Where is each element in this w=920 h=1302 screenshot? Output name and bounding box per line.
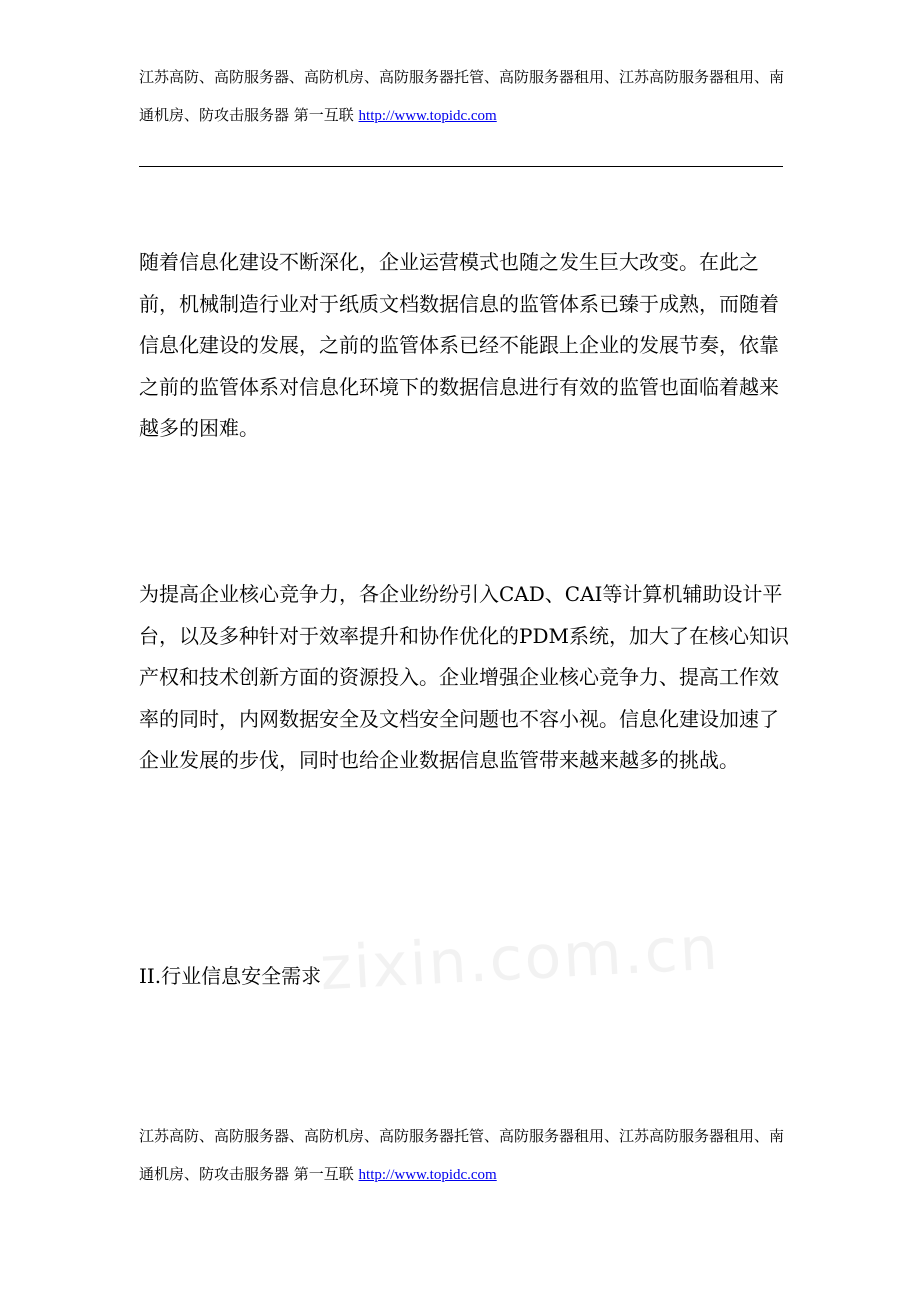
header-text: 江苏高防、高防服务器、高防机房、高防服务器托管、高防服务器租用、江苏高防服务器租用、南通机房、防攻击服务器 第一互联 bbox=[139, 68, 785, 124]
section-heading: II.行业信息安全需求 bbox=[139, 964, 322, 988]
header-divider bbox=[139, 166, 783, 167]
footer-link[interactable]: http://www.topidc.com bbox=[358, 1167, 497, 1183]
body-paragraph-2: 为提高企业核心竞争力，各企业纷纷引入CAD、CAI等计算机辅助设计平台，以及多种针对于效率提升和协作优化的PDM系统，加大了在核心知识产权和技术创新方面的资源投入。企业增强企业核心竞争力、提高工作效率的同时，内网数据安全及文档安全问题也不容小视。信息化建设加速了企业发展的步伐，同时也给企业数据信息监管带来越来越多的挑战。 bbox=[139, 582, 789, 772]
header-link[interactable]: http://www.topidc.com bbox=[358, 108, 497, 124]
page-header bbox=[139, 58, 789, 135]
body-paragraph-1: 随着信息化建设不断深化，企业运营模式也随之发生巨大改变。在此之前，机械制造行业对于纸质文档数据信息的监管体系已臻于成熟，而随着信息化建设的发展，之前的监管体系已经不能跟上企业的发展节奏，依靠之前的监管体系对信息化环境下的数据信息进行有效的监管也面临着越来越多的困难。 bbox=[139, 250, 779, 440]
watermark: zixin.com.cn bbox=[318, 913, 722, 1005]
page-footer bbox=[139, 1117, 789, 1194]
footer-text: 江苏高防、高防服务器、高防机房、高防服务器托管、高防服务器租用、江苏高防服务器租用、南通机房、防攻击服务器 第一互联 bbox=[139, 1127, 785, 1183]
